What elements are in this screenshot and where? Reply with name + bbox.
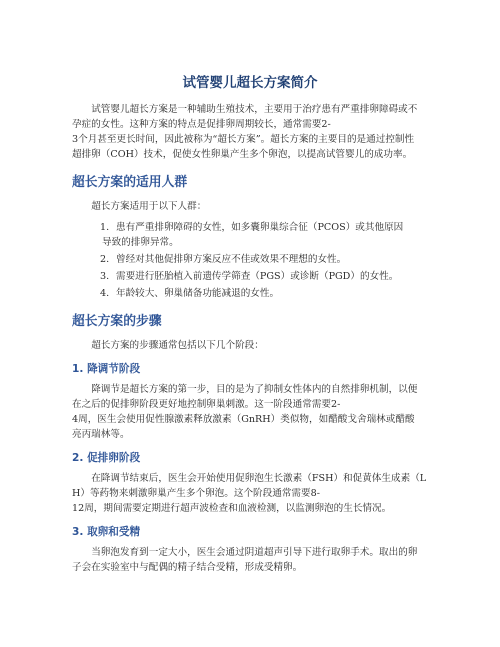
- step1-line-2: 在之后的促排卵阶段更好地控制卵巢刺激。这一阶段通常需要2-: [72, 399, 341, 410]
- step-paragraph-egg-retrieval: [72, 545, 428, 575]
- step-heading-downregulation: 1. 降调节阶段: [72, 363, 141, 375]
- step-paragraph-downregulation: [72, 382, 428, 442]
- list-item: [72, 286, 428, 301]
- suitable-population-list: [72, 220, 428, 301]
- list-item-number: 1.: [100, 222, 110, 233]
- list-item: [72, 220, 428, 235]
- list-item-text: 曾经对其他促排卵方案反应不佳或效果不理想的女性。: [116, 254, 347, 265]
- intro-line-4: 超排卵（COH）技术，促使女性卵巢产生多个卵泡，以提高试管婴儿的成功率。: [72, 149, 413, 160]
- list-item-number: 3.: [100, 271, 110, 282]
- step-paragraph-ovulation-stimulation: [72, 471, 428, 516]
- step3-line-2: 子会在实验室中与配偶的精子结合受精，形成受精卵。: [72, 562, 303, 573]
- step1-line-4: 亮丙瑞林等。: [72, 429, 130, 440]
- section2-lead: 超长方案的步骤通常包括以下几个阶段：: [91, 340, 264, 351]
- step3-line-1: 当卵泡发育到一定大小，医生会通过阴道超声引导下进行取卵手术。取出的卵: [91, 547, 418, 558]
- list-item-continuation: [72, 235, 428, 250]
- step2-line-2: H）等药物来刺激卵巢产生多个卵泡。这个阶段通常需要8-: [72, 488, 320, 499]
- list-item-text-cont: 导致的排卵异常。: [102, 237, 179, 248]
- section-heading-steps: 超长方案的步骤: [72, 314, 162, 329]
- list-item-text: 需要进行胚胎植入前遗传学筛查（PGS）或诊断（PGD）的女性。: [116, 271, 399, 282]
- document-title: 试管婴儿超长方案简介: [182, 75, 318, 91]
- step1-line-1: 降调节是超长方案的第一步，目的是为了抑制女性体内的自然排卵机制，以便: [91, 384, 418, 395]
- intro-line-2: 孕症的女性。这种方案的特点是促排卵周期较长，通常需要2-: [72, 119, 331, 130]
- intro-paragraph: [72, 102, 428, 162]
- list-item-number: 2.: [100, 254, 110, 265]
- list-item: [72, 252, 428, 267]
- section-heading-suitable-population: 超长方案的适用人群: [72, 175, 188, 190]
- section1-lead: 超长方案适用于以下人群：: [91, 201, 207, 212]
- list-item-number: 4.: [100, 288, 110, 299]
- list-item: [72, 269, 428, 284]
- intro-line-1: 试管婴儿超长方案是一种辅助生殖技术，主要用于治疗患有严重排卵障碍或不: [91, 104, 418, 115]
- step2-line-3: 12周，期间需要定期进行超声波检查和血液检测，以监测卵泡的生长情况。: [72, 503, 392, 514]
- intro-line-3: 3个月甚至更长时间，因此被称为“超长方案”。超长方案的主要目的是通过控制性: [72, 134, 415, 145]
- step2-line-1: 在降调节结束后，医生会开始使用促卵泡生长激素（FSH）和促黄体生成素（L: [91, 473, 427, 484]
- step-heading-ovulation-stimulation: 2. 促排卵阶段: [72, 452, 141, 464]
- list-item-text: 患有严重排卵障碍的女性，如多囊卵巢综合征（PCOS）或其他原因: [116, 222, 404, 233]
- step-heading-egg-retrieval: 3. 取卵和受精: [72, 526, 141, 538]
- step1-line-3: 4周，医生会使用促性腺激素释放激素（GnRH）类似物，如醋酸戈舍瑞林或醋酸: [72, 414, 415, 425]
- list-item-text: 年龄较大、卵巢储备功能减退的女性。: [116, 288, 280, 299]
